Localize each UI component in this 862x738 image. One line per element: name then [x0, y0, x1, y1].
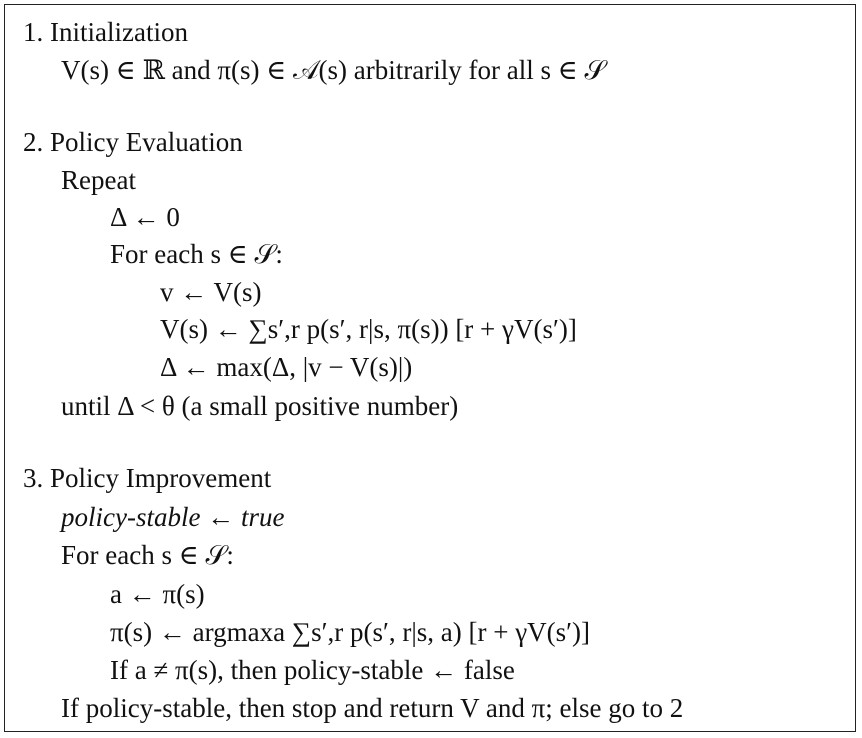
value-update-line: V(s) ← ∑s′,r p(s′, r|s, π(s)) [r + γV(s′)]	[160, 314, 577, 344]
initialization-line: V(s) ∈ ℝ and π(s) ∈ 𝒜(s) arbitrarily for all s ∈ 𝒮	[61, 55, 606, 85]
final-return-line: If policy-stable, then stop and return V and π; else go to 2	[61, 693, 684, 723]
section-1-heading: 1. Initialization	[23, 17, 188, 47]
policy-update-line: π(s) ← argmaxa ∑s′,r p(s′, r|s, a) [r + γV(s′)]	[110, 617, 591, 647]
delta-init-line: Δ ← 0	[110, 202, 180, 232]
policy-stable-init-line: policy-stable ← true	[61, 502, 285, 532]
for-each-state-line: For each s ∈ 𝒮:	[110, 239, 283, 269]
until-line: until Δ < θ (a small positive number)	[61, 391, 459, 421]
section-2-heading: 2. Policy Evaluation	[23, 127, 243, 157]
action-assign-line: a ← π(s)	[110, 579, 205, 609]
if-not-stable-line: If a ≠ π(s), then policy-stable ← false	[110, 655, 515, 685]
algorithm-box	[4, 4, 856, 732]
v-assign-line: v ← V(s)	[160, 277, 262, 307]
section-3-heading: 3. Policy Improvement	[23, 463, 272, 493]
for-each-state-line-2: For each s ∈ 𝒮:	[61, 540, 234, 570]
repeat-line: Repeat	[61, 165, 136, 195]
delta-update-line: Δ ← max(Δ, |v − V(s)|)	[160, 352, 413, 382]
